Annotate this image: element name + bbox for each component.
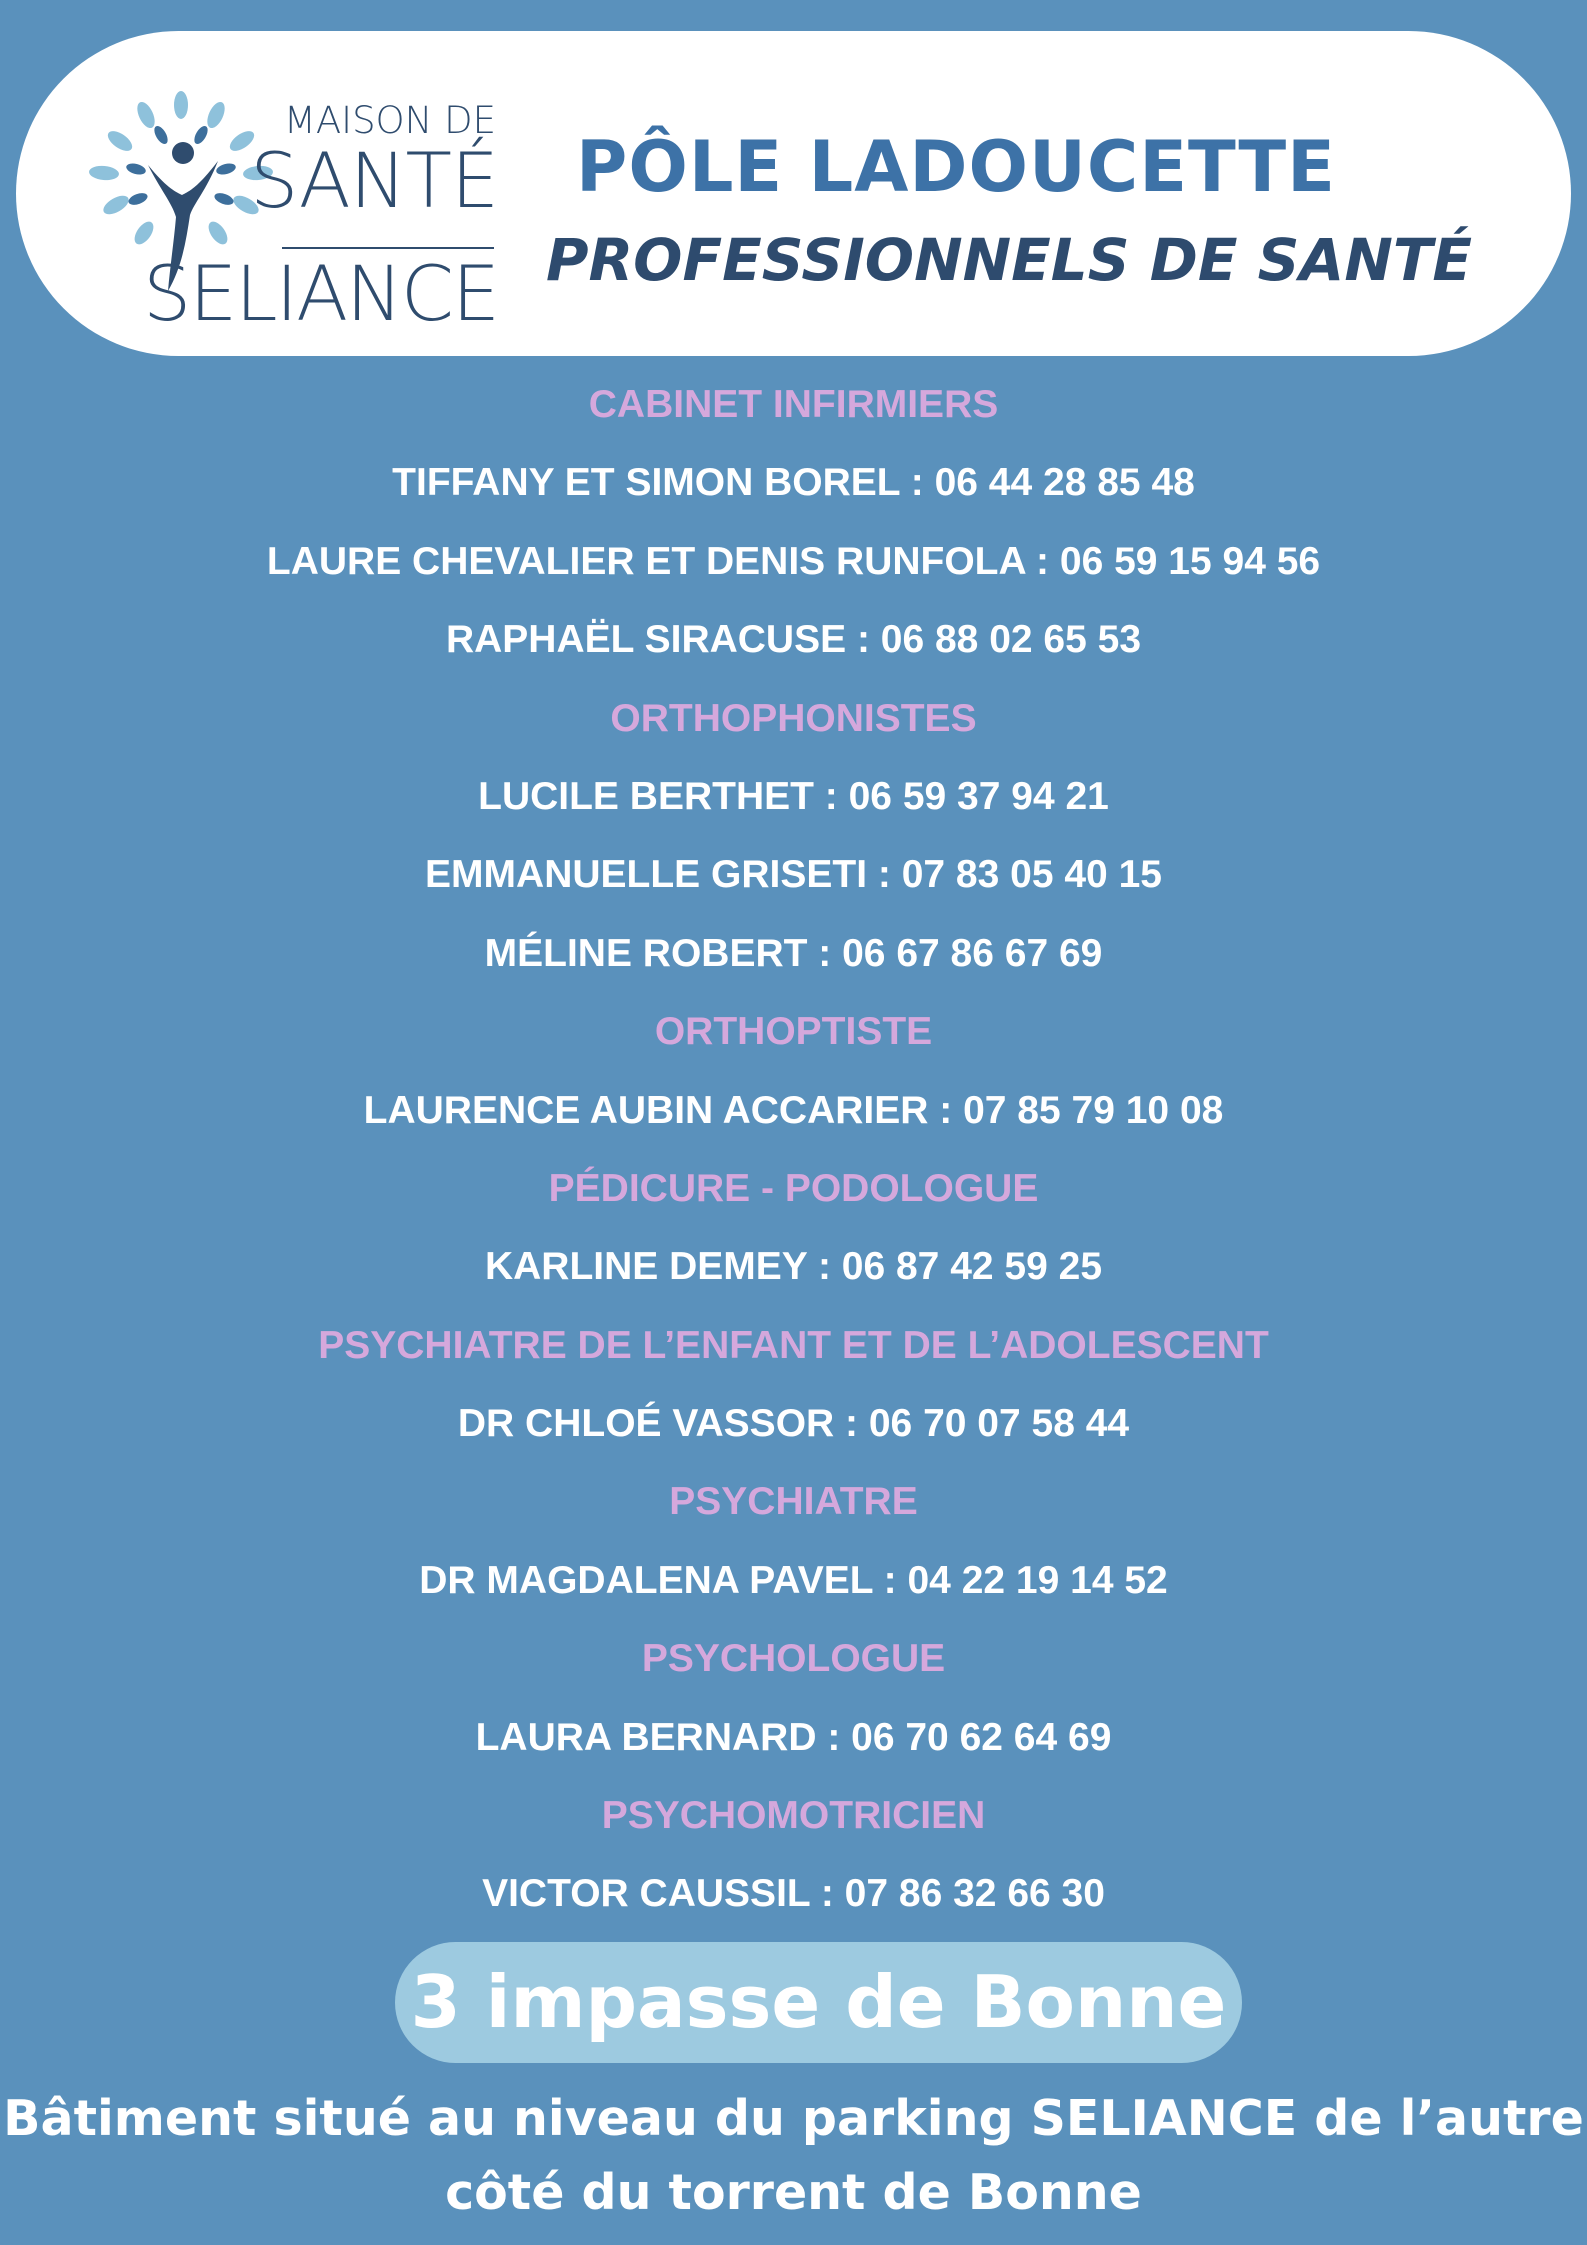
list-item: RAPHAËL SIRACUSE : 06 88 02 65 53 (445, 618, 1142, 662)
section-title-orthoptiste: ORTHOPTISTE (654, 1010, 933, 1054)
list-item: TIFFANY ET SIMON BOREL : 06 44 28 85 48 (392, 461, 1195, 505)
list-item: DR CHLOÉ VASSOR : 06 70 07 58 44 (457, 1402, 1130, 1446)
directory-list (0, 366, 1587, 1934)
section-title-psychiatre-enfant: PSYCHIATRE DE L’ENFANT ET DE L’ADOLESCENT (318, 1323, 1269, 1367)
list-item: LAURENCE AUBIN ACCARIER : 07 85 79 10 08 (363, 1088, 1224, 1132)
section-title-psychologue: PSYCHOLOGUE (641, 1637, 946, 1681)
list-item: MÉLINE ROBERT : 06 67 86 67 69 (484, 931, 1103, 975)
list-item: LUCILE BERTHET : 06 59 37 94 21 (478, 774, 1109, 818)
list-item: VICTOR CAUSSIL : 07 86 32 66 30 (482, 1872, 1105, 1916)
logo-text-maison-de: MAISON DE (283, 99, 496, 142)
section-title-cabinet-infirmiers: CABINET INFIRMIERS (588, 383, 999, 426)
page-title: PÔLE LADOUCETTE (576, 126, 1336, 208)
list-item: KARLINE DEMEY : 06 87 42 59 25 (484, 1245, 1103, 1289)
location-note (0, 2082, 1587, 2230)
list-item: EMMANUELLE GRISETI : 07 83 05 40 15 (425, 853, 1162, 897)
section-title-psychomotricien: PSYCHOMOTRICIEN (601, 1794, 986, 1838)
logo-text-seliance: SELIANCE (143, 249, 498, 338)
maison-de-sante-seliance-logo (86, 51, 506, 341)
page-subtitle: PROFESSIONNELS DE SANTÉ (546, 226, 1473, 294)
address-badge: 3 impasse de Bonne (395, 1942, 1242, 2063)
section-title-orthophonistes: ORTHOPHONISTES (610, 696, 977, 740)
list-item: DR MAGDALENA PAVEL : 04 22 19 14 52 (419, 1558, 1168, 1602)
section-title-pedicure-podologue: PÉDICURE - PODOLOGUE (548, 1166, 1039, 1210)
header-banner (16, 31, 1571, 356)
list-item: LAURA BERNARD : 06 70 62 64 69 (475, 1715, 1112, 1759)
logo-text-sante: SANTÉ (250, 136, 498, 225)
location-note-line-1: Bâtiment situé au niveau du parking SELIANCE de l’autre (3, 2090, 1584, 2147)
list-item: LAURE CHEVALIER ET DENIS RUNFOLA : 06 59 15 94 56 (266, 539, 1321, 583)
location-note-line-2: côté du torrent de Bonne (445, 2164, 1142, 2221)
section-title-psychiatre: PSYCHIATRE (669, 1480, 918, 1524)
